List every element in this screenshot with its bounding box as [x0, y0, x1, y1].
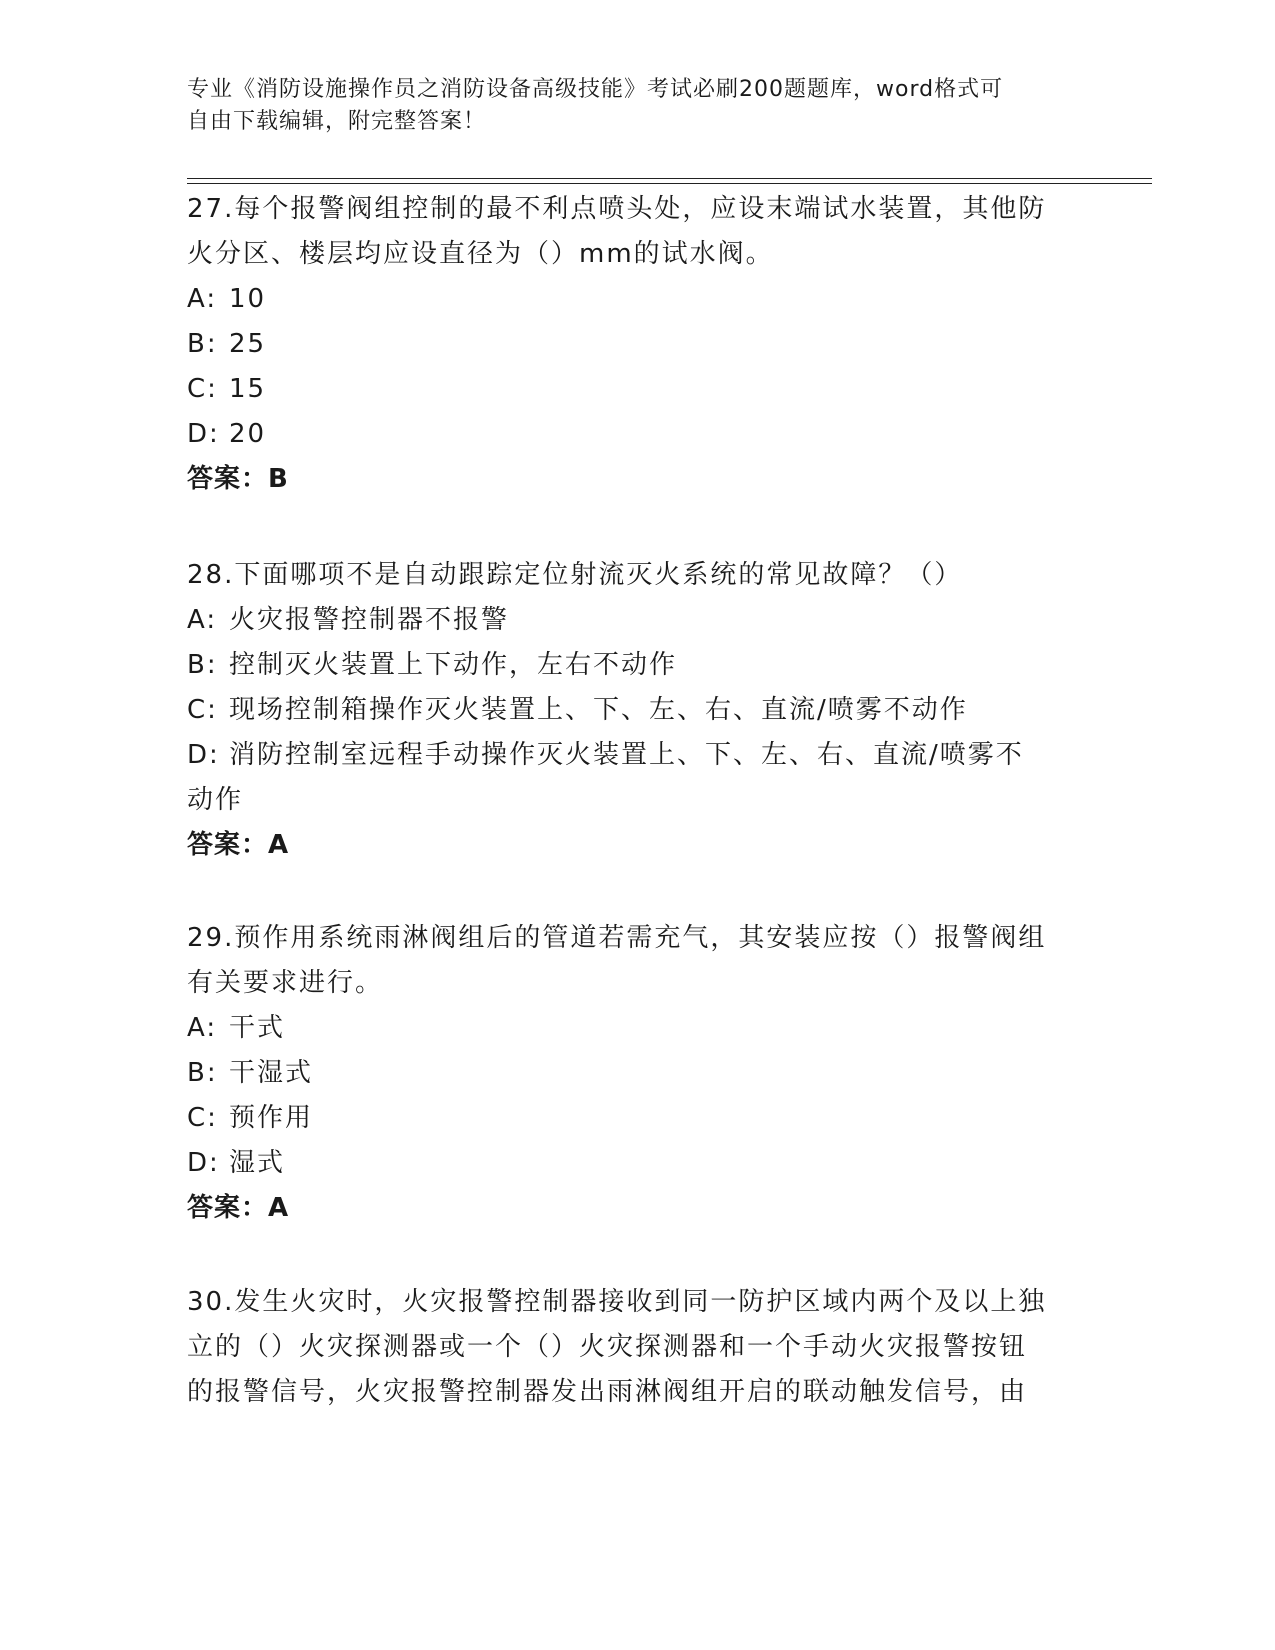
option-letter: A:	[187, 284, 218, 314]
option-b	[187, 643, 1087, 688]
option-text: 10	[229, 284, 267, 314]
stem-line: 的报警信号，火灾报警控制器发出雨淋阀组开启的联动触发信号，由	[187, 1377, 1028, 1407]
option-text: 火灾报警控制器不报警	[229, 605, 510, 635]
question-stem	[187, 1280, 1087, 1415]
stem-line: 27.每个报警阀组控制的最不利点喷头处，应设末端试水装置，其他防	[187, 194, 1047, 224]
stem-line: 立的（）火灾探测器或一个（）火灾探测器和一个手动火灾报警按钮	[187, 1332, 1028, 1362]
option-c	[187, 688, 1087, 733]
option-text: 20	[229, 419, 267, 449]
option-letter: D:	[187, 1148, 220, 1178]
option-b	[187, 1051, 1087, 1096]
option-text: 消防控制室远程手动操作灭火装置上、下、左、右、直流/喷雾不	[229, 740, 1024, 770]
option-text: 湿式	[229, 1148, 286, 1178]
option-letter: B:	[187, 329, 218, 359]
option-text: 干湿式	[229, 1058, 314, 1088]
stem-line: 28.下面哪项不是自动跟踪定位射流灭火系统的常见故障？（）	[187, 560, 963, 590]
document-header	[187, 74, 1087, 138]
option-d	[187, 412, 1087, 457]
header-divider-top	[187, 178, 1152, 179]
stem-line: 有关要求进行。	[187, 968, 384, 998]
option-c	[187, 1096, 1087, 1141]
option-a	[187, 1006, 1087, 1051]
option-letter: A:	[187, 605, 218, 635]
question-30	[187, 1280, 1087, 1415]
option-letter: D:	[187, 740, 220, 770]
option-text: 现场控制箱操作灭火装置上、下、左、右、直流/喷雾不动作	[229, 695, 968, 725]
option-letter: B:	[187, 650, 218, 680]
option-a	[187, 598, 1087, 643]
stem-line: 29.预作用系统雨淋阀组后的管道若需充气，其安装应按（）报警阀组	[187, 923, 1047, 953]
header-line-1: 专业《消防设施操作员之消防设备高级技能》考试必刷200题题库，word格式可	[187, 77, 1004, 102]
question-stem	[187, 916, 1087, 1006]
option-letter: C:	[187, 695, 218, 725]
answer-label: 答案：B	[187, 464, 289, 494]
question-27	[187, 187, 1087, 502]
header-divider-bottom	[187, 183, 1152, 184]
question-stem	[187, 553, 1087, 598]
option-letter: B:	[187, 1058, 218, 1088]
option-text: 控制灭火装置上下动作，左右不动作	[229, 650, 678, 680]
stem-line: 30.发生火灾时，火灾报警控制器接收到同一防护区域内两个及以上独	[187, 1287, 1047, 1317]
option-text: 25	[229, 329, 267, 359]
option-letter: A:	[187, 1013, 218, 1043]
option-text: 预作用	[229, 1103, 314, 1133]
option-letter: D:	[187, 419, 220, 449]
question-28	[187, 553, 1087, 868]
answer-label: 答案：A	[187, 1193, 290, 1223]
option-text: 干式	[229, 1013, 286, 1043]
stem-line: 火分区、楼层均应设直径为（）mm的试水阀。	[187, 239, 774, 269]
option-letter: C:	[187, 1103, 218, 1133]
option-text: 15	[229, 374, 267, 404]
question-stem	[187, 187, 1087, 277]
option-a	[187, 277, 1087, 322]
option-c	[187, 367, 1087, 412]
option-d-continuation: 动作	[187, 785, 244, 815]
option-b	[187, 322, 1087, 367]
option-d	[187, 1141, 1087, 1186]
question-29	[187, 916, 1087, 1231]
option-letter: C:	[187, 374, 218, 404]
answer-label: 答案：A	[187, 830, 290, 860]
header-line-2: 自由下载编辑，附完整答案！	[187, 109, 487, 134]
option-d	[187, 733, 1087, 778]
